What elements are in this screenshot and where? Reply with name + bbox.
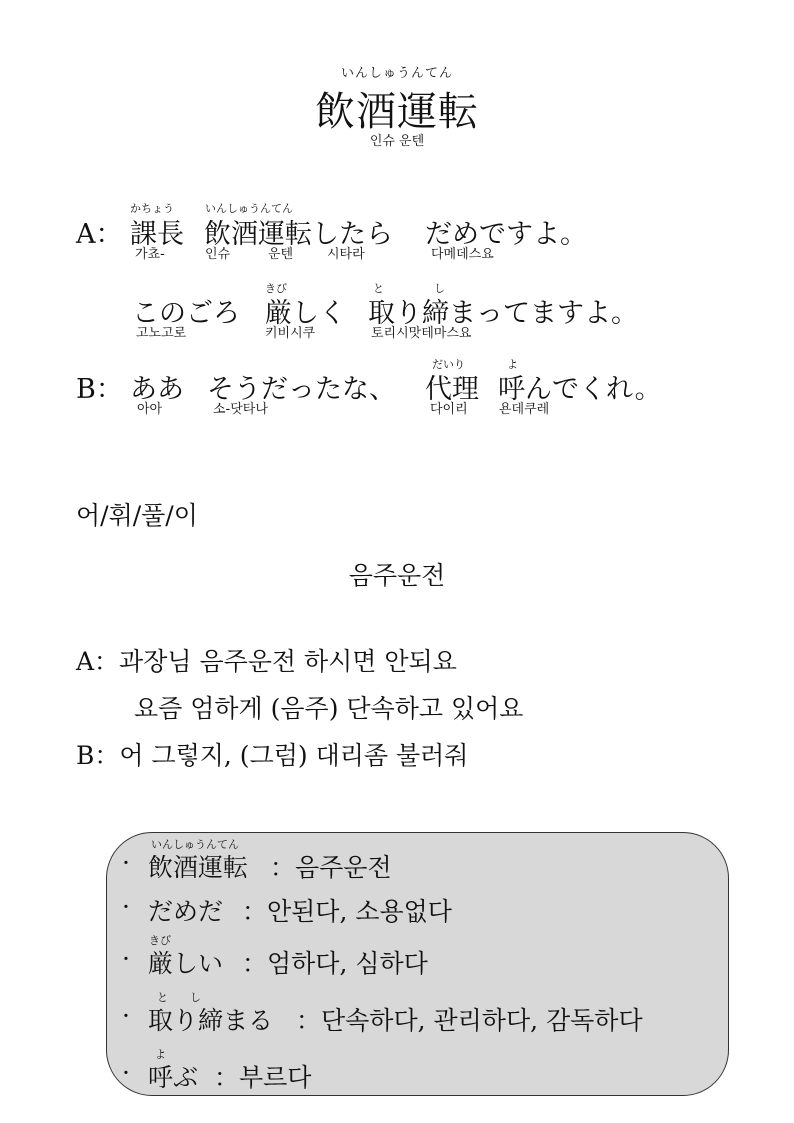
dialogue-2-korean-1: 고노고로 xyxy=(136,326,187,341)
ruby-to: と xyxy=(373,282,384,295)
vocab-3-meaning: ：엄하다, 심하다 xyxy=(242,949,428,978)
dialogue-3-seg-2: そうだったな、 xyxy=(207,374,396,405)
dialogue-2-seg-3: 取り締まってますよ。 xyxy=(368,298,638,329)
vocab-3-ruby: きび xyxy=(149,934,171,947)
vocab-3-bullet: · xyxy=(122,944,130,973)
ruby-shi: し xyxy=(434,282,445,295)
vocab-5-meaning: ：부르다 xyxy=(214,1063,312,1092)
vocab-5-term: 呼ぶ xyxy=(148,1063,199,1092)
dialogue-3-korean-4: 욘데쿠레 xyxy=(499,402,550,417)
dialogue-1-seg-3: だめですよ。 xyxy=(425,219,587,250)
translation-line-3: B：어 그렇지, (그럼) 대리좀 불러줘 xyxy=(76,741,469,770)
vocab-2-meaning: ：안된다, 소용없다 xyxy=(242,897,452,926)
dialogue-3-korean-3: 다이리 xyxy=(430,402,468,417)
dialogue-1-seg-1: 課長 xyxy=(130,219,184,250)
vocab-4-meaning: ：단속하다, 관리하다, 감독하다 xyxy=(296,1006,643,1035)
vocab-4-ruby: と し xyxy=(157,991,201,1004)
dialogue-1-korean-2: 인슈 xyxy=(205,247,231,262)
dialogue-1-korean-5: 다메데스요 xyxy=(431,247,494,262)
dialogue-1-korean-3: 운텐 xyxy=(268,247,294,262)
vocab-5-ruby: よ xyxy=(155,1048,166,1061)
dialogue-2-seg-2: 厳しく xyxy=(265,298,346,329)
dialogue-2-korean-2: 키비시쿠 xyxy=(265,326,316,341)
dialogue-1-seg-2: 飲酒運転したら xyxy=(204,219,393,250)
vocab-1-term: 飲酒運転 xyxy=(148,853,249,882)
speaker-a-label: A： xyxy=(76,219,123,250)
page-title: 飲酒運転 xyxy=(315,89,479,135)
ruby-inshuunten: いんしゅうんてん xyxy=(205,202,293,215)
vocab-3-term: 厳しい xyxy=(148,949,224,978)
dialogue-2-seg-1: このごろ xyxy=(132,298,240,329)
vocab-word: 음주운전 xyxy=(348,561,446,590)
translation-line-2: 요즘 엄하게 (음주) 단속하고 있어요 xyxy=(134,694,524,723)
translation-line-1: A：과장님 음주운전 하시면 안되요 xyxy=(76,647,457,676)
speaker-b-label: B： xyxy=(76,374,123,405)
dialogue-3-seg-4: 呼んでくれ。 xyxy=(498,374,662,405)
ruby-kachou: かちょう xyxy=(130,202,174,215)
dialogue-1-korean-4: 시타라 xyxy=(327,247,365,262)
dialogue-3-seg-1: ああ xyxy=(130,374,184,405)
vocab-1-meaning: ：음주운전 xyxy=(270,853,392,882)
ruby-yo: よ xyxy=(507,358,518,371)
title-korean-reading: 인슈 운텐 xyxy=(369,134,425,149)
vocab-2-term: だめだ xyxy=(148,897,224,926)
dialogue-3-seg-3: 代理 xyxy=(425,374,479,405)
title-ruby: いんしゅうんてん xyxy=(340,66,453,81)
dialogue-3-korean-2: 소-닷타나 xyxy=(213,402,268,417)
vocab-4-bullet: · xyxy=(122,1001,130,1030)
ruby-dairi: だいり xyxy=(432,358,465,371)
dialogue-3-korean-1: 아아 xyxy=(137,402,163,417)
vocab-4-term: 取り締まる xyxy=(148,1006,274,1035)
vocab-1-bullet: · xyxy=(122,848,130,877)
vocab-2-bullet: · xyxy=(122,892,130,921)
vocab-heading: 어/휘/풀/이 xyxy=(76,501,198,530)
ruby-kibi: きび xyxy=(265,282,287,295)
vocab-1-ruby: いんしゅうんてん xyxy=(151,838,239,851)
vocab-5-bullet: · xyxy=(122,1058,130,1087)
dialogue-1-korean-1: 가쵸- xyxy=(135,247,165,262)
dialogue-2-korean-3: 토리시맛테마스요 xyxy=(371,326,472,341)
